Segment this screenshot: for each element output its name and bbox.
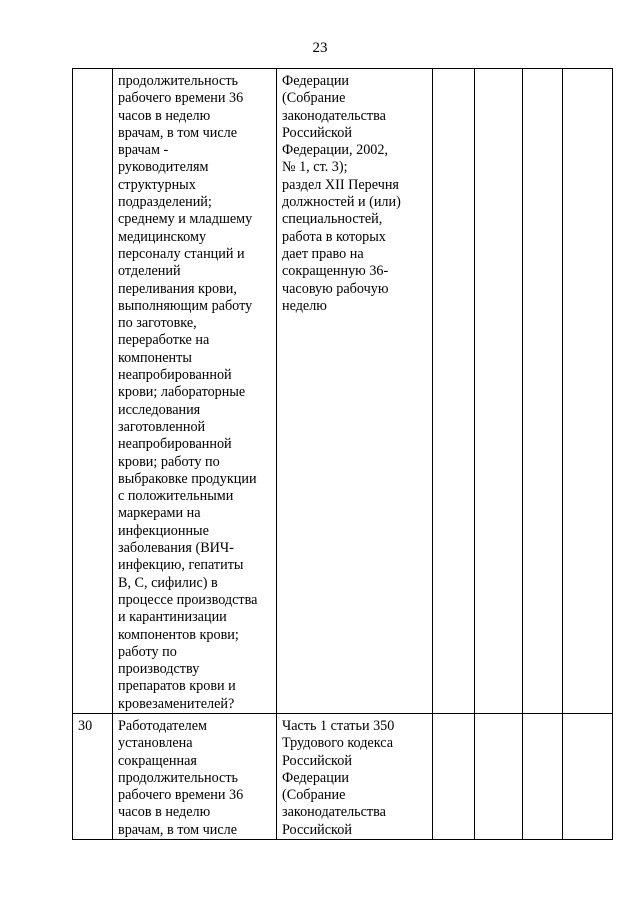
text-line: крови; лабораторные (118, 384, 246, 401)
text-line: врачам - (118, 142, 169, 159)
text-line: исследования (118, 401, 201, 418)
text-line: часовую рабочую (282, 280, 389, 297)
text-line: должностей и (или) (282, 194, 401, 211)
text-line: инфекционные (118, 522, 209, 539)
text-line: (Собрание (282, 787, 346, 804)
text-line: отделений (118, 263, 181, 280)
text-line: рабочего времени 36 (118, 787, 244, 804)
text-line: выбраковке продукции (118, 470, 257, 487)
text-line: с положительными (118, 488, 234, 505)
text-line: Российской (282, 124, 352, 141)
text-line: по заготовке, (118, 315, 197, 332)
text-line: инфекцию, гепатиты (118, 557, 244, 574)
text-line: процессе производства (118, 591, 258, 608)
requirements-table (72, 68, 613, 840)
note-cell (563, 713, 613, 839)
condition-cell (113, 69, 277, 714)
page-number: 23 (312, 40, 328, 56)
legal-basis-text (282, 73, 428, 315)
legal-basis-text (282, 718, 428, 839)
answer-not-applicable-cell (523, 69, 563, 714)
note-cell (563, 69, 613, 714)
text-line: законодательства (282, 804, 386, 821)
text-line: структурных (118, 176, 196, 193)
answer-yes-cell (433, 69, 475, 714)
text-line: Трудового кодекса (282, 735, 394, 752)
text-line: компоненты (118, 349, 192, 366)
text-line: и карантинизации (118, 609, 227, 626)
text-line: продолжительность (118, 73, 239, 89)
answer-not-applicable-cell (523, 713, 563, 839)
text-line: крови; работу по (118, 453, 220, 470)
condition-text (118, 73, 272, 713)
text-line: неапробированной (118, 436, 232, 453)
table-row (73, 713, 613, 839)
answer-no-cell (475, 69, 523, 714)
text-line: Работодателем (118, 717, 208, 734)
condition-text (118, 718, 272, 839)
text-line: переливания крови, (118, 280, 237, 297)
text-line: Часть 1 статьи 350 (282, 717, 395, 734)
text-line: сокращенная (118, 752, 197, 769)
row-number-cell (73, 69, 113, 714)
text-line: кровезаменителей? (118, 695, 235, 712)
text-line: В, С, сифилис) в (118, 574, 218, 591)
text-line: переработке на (118, 332, 210, 349)
text-line: работу по (118, 643, 177, 660)
text-line: медицинскому (118, 228, 207, 245)
text-line: продолжительность (118, 769, 239, 786)
answer-no-cell (475, 713, 523, 839)
text-line: неапробированной (118, 367, 232, 384)
text-line: (Собрание (282, 90, 346, 107)
text-line: Российской (282, 821, 352, 838)
text-line: врачам, в том числе (118, 821, 238, 838)
text-line: руководителям (118, 159, 209, 176)
text-line: Федерации (282, 769, 350, 786)
legal-basis-cell (277, 69, 433, 714)
text-line: неделю (282, 297, 327, 314)
text-line: компонентов крови; (118, 626, 239, 643)
text-line: раздел XII Перечня (282, 176, 399, 193)
text-line: Российской (282, 752, 352, 769)
text-line: врачам, в том числе (118, 124, 238, 141)
text-line: заготовленной (118, 418, 206, 435)
condition-cell (113, 713, 277, 839)
text-line: законодательства (282, 107, 386, 124)
text-line: Федерации, 2002, (282, 142, 389, 159)
text-line: часов в неделю (118, 107, 211, 124)
text-line: № 1, ст. 3); (282, 159, 348, 176)
table-row (73, 69, 613, 714)
answer-yes-cell (433, 713, 475, 839)
text-line: выполняющим работу (118, 297, 253, 314)
text-line: заболевания (ВИЧ- (118, 540, 234, 557)
text-line: часов в неделю (118, 804, 211, 821)
text-line: среднему и младшему (118, 211, 253, 228)
text-line: производству (118, 661, 200, 678)
text-line: рабочего времени 36 (118, 90, 244, 107)
text-line: персоналу станций и (118, 245, 245, 262)
text-line: подразделений; (118, 194, 212, 211)
row-number-cell: 30 (73, 713, 113, 839)
text-line: препаратов крови и (118, 678, 236, 695)
text-line: работа в которых (282, 228, 386, 245)
text-line: Федерации (282, 73, 350, 89)
text-line: установлена (118, 735, 193, 752)
text-line: специальностей, (282, 211, 383, 228)
text-line: маркерами на (118, 505, 201, 522)
legal-basis-cell (277, 713, 433, 839)
text-line: сокращенную 36- (282, 263, 389, 280)
text-line: дает право на (282, 245, 364, 262)
